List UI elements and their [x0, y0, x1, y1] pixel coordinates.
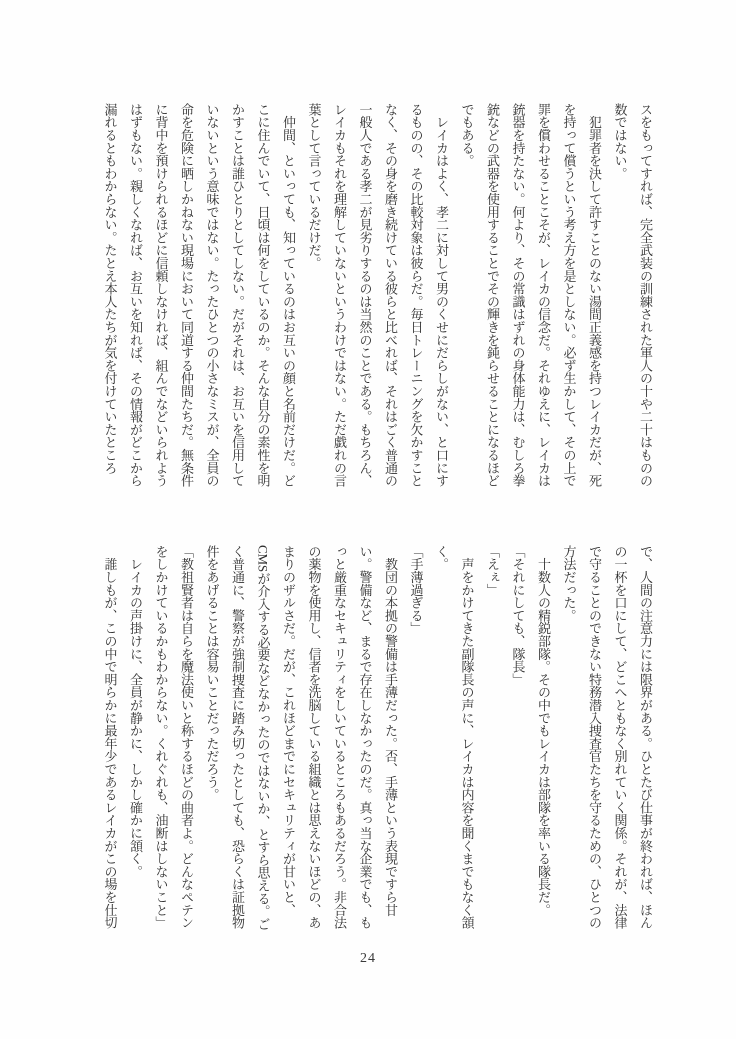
text-line: 罪を償わせることこそが、レイカの信念だ。それゆえに、レイカは [536, 103, 551, 488]
text-line: を持って償うという考え方を是としない。必ず生かして、その上で [561, 103, 577, 488]
text-line: 「それにしても、隊長」 [510, 545, 526, 686]
text-line: はずもない。親しくなれば、お互いを知れば、その情報がどこから [128, 103, 143, 488]
text-line: に背中を預けられるほどに信頼しなければ、組んでなどいられよう [153, 103, 169, 488]
text-line: の一杯を口にして、どこへともなく別れていく関係。それが、法律 [612, 545, 628, 930]
text-line: CMSが介入する必要などなかったのではないか、とすら思える。ご [255, 545, 271, 931]
text-line: レイカもそれを理解していないというわけではない。ただ戯れの言 [332, 103, 347, 488]
text-line: るものの、その比較対象は彼らだ。毎日トレーニングを欠かすこと [408, 103, 424, 488]
text-line: レイカはよく、孝二に対して男のくせにだらしがない、と口にす [434, 103, 449, 488]
text-line: こに住んでいて、日頃は何をしているのか。そんな自分の素性を明 [255, 103, 271, 488]
text-line: 「えぇ」 [485, 545, 500, 597]
text-line: 方法だった。 [561, 545, 577, 622]
text-line: 数ではない。 [612, 103, 628, 180]
text-line: く普通に、警察が強制捜査に踏み切ったとしても、恐らくは証拠物 [230, 545, 245, 930]
page-number: 24 [360, 951, 376, 966]
text-line: 銃などの武器を使用することでその輝きを鈍らせることになるほど [485, 103, 500, 488]
text-line: く。 [434, 545, 449, 571]
text-line: まりのザルさだ。だが、これほどまでにセキュリティが甘いと、 [281, 545, 296, 917]
text-line: 犯罪者を決して許すことのない湯間正義感を持つレイカだが、死 [587, 103, 602, 488]
text-line: 「教祖賢者は自らを魔法使いと称するほどの曲者よ。どんなペテン [179, 545, 194, 930]
text-line: 葉として言っているだけだ。 [306, 103, 322, 270]
text-line: で、人間の注意力には限界がある。ひとたび仕事が終われば、ほん [638, 545, 653, 930]
text-line: 仲間、といっても、知っているのはお互いの顔と名前だけだ。ど [281, 103, 296, 488]
text-line: でもある。 [459, 103, 475, 168]
text-line: 件をあげることは容易いことだっただろう。 [204, 545, 220, 802]
text-line: 誰しもが、この中で明らかに最年少であるレイカがこの場を仕切 [102, 545, 118, 930]
text-line: レイカの声掛けに、全員が静かに、しかし確かに頷く。 [128, 545, 143, 878]
text-line: 「手薄過ぎる」 [408, 545, 424, 635]
text-line: っと厳重なセキュリティをしいているところもあるだろう。非合法 [332, 545, 347, 930]
text-line: かすことは誰ひとりとしてしない。だがそれは、お互いを信用して [230, 103, 245, 488]
text-line: で守ることのできない特務潜入捜査官たちを守るための、ひとつの [587, 545, 602, 930]
text-line: スをもってすれば、完全武装の訓練された軍人の十や二十はものの [638, 103, 653, 488]
text-line: いないという意味ではない。たったひとつの小さなミスが、全員の [204, 103, 220, 488]
text-line: 漏れるともわからない。たとえ本人たちが気を付けていたところ [102, 103, 118, 475]
text-line: 教団の本拠の警備は手薄だった。否、手薄という表現ですら甘 [383, 545, 398, 917]
text-line: 銃器を持たない。何より、その常識はずれの身体能力は、むしろ拳 [510, 103, 526, 488]
text-line: の薬物を使用し、信者を洗脳している組織とは思えないほどの、あ [306, 545, 322, 930]
text-line: 十数人の精鋭部隊。その中でもレイカは部隊を率いる隊長だ。 [536, 545, 551, 917]
text-line: なく、その身を磨き続けている彼らと比べれば、それはごく普通の [383, 103, 398, 488]
text-line: 一般人である孝二が見劣りするのは当然のことである。もちろん、 [357, 103, 373, 488]
text-line: 命を危険に晒しかねない現場において同道する仲間たちだ。無条件 [179, 103, 194, 488]
text-line: をしかけているかもわからない。くれぐれも、油断はしないこと」 [153, 545, 169, 930]
text-line: 声をかけてきた副隊長の声に、レイカは内容を聞くまでもなく頷 [459, 545, 475, 930]
text-block-bottom [97, 545, 658, 939]
text-line: い。警備など、まるで存在しなかったのだ。真っ当な企業でも、も [357, 545, 373, 930]
text-block-top [97, 103, 658, 489]
